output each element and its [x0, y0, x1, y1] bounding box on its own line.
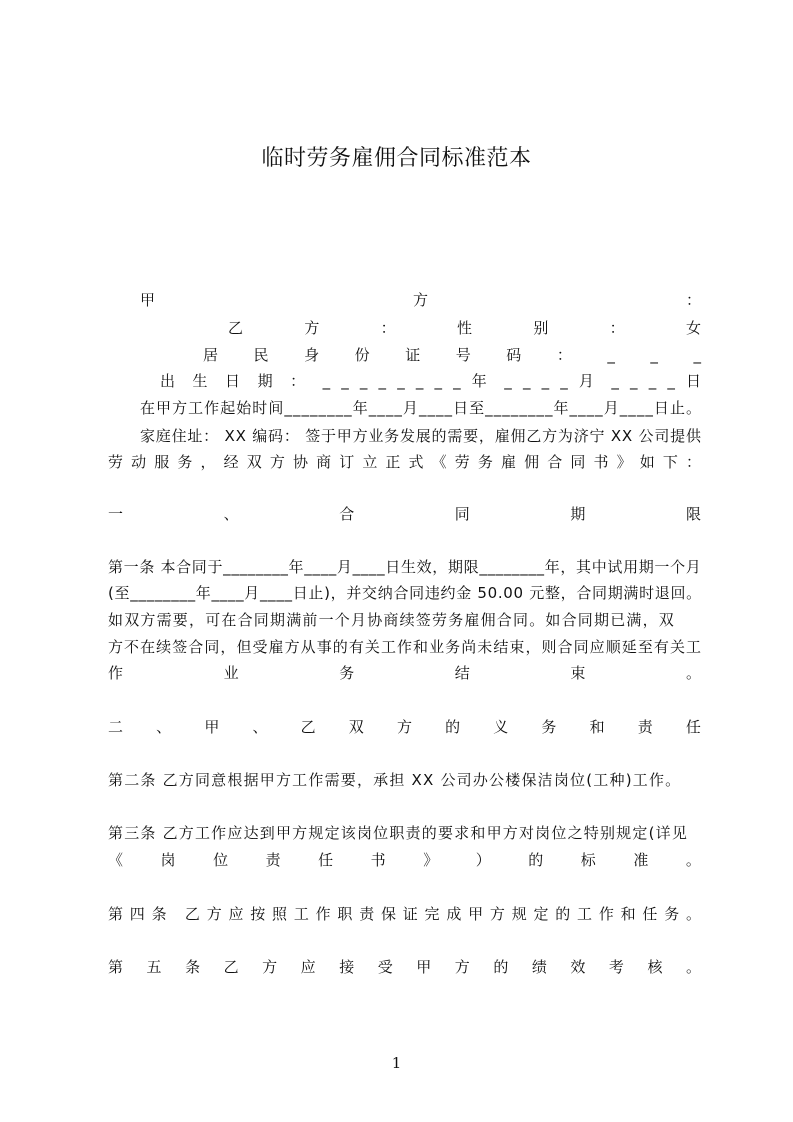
section-2-heading [108, 716, 701, 738]
article-1-last-char: 业 [223, 664, 239, 682]
article-2-text: 第二条 乙方同意根据甲方工作需要，承担 XX 公司办公楼保洁岗位(工种)工作。 [108, 771, 682, 789]
article-3-line-2-char: ） [475, 851, 491, 869]
section-1-heading-char: 、 [223, 505, 239, 523]
section-1-heading-char: 同 [454, 505, 470, 523]
section-1-heading-char: 合 [339, 505, 355, 523]
article-3-text-1: 第三条 乙方工作应达到甲方规定该岗位职责的要求和甲方对岗位之特别规定(详见 [108, 824, 689, 842]
party-b-segment: ： [380, 319, 396, 337]
article-1-last-char: 结 [454, 664, 470, 682]
id-number-segment: ： [556, 346, 572, 364]
article-1-last-char: 务 [339, 664, 355, 682]
article-5-char: 方 [454, 958, 470, 976]
article-1-line-3 [108, 609, 701, 631]
start-date-text: 在甲方工作起始时间________年____月____日至________年____月____日止。 [140, 399, 703, 417]
address-text: 家庭住址： XX 编码： 签于甲方业务发展的需要，雇佣乙方为济宁 XX 公司提供 [140, 427, 702, 445]
article-5-char: 绩 [531, 958, 547, 976]
article-1-last-char: 。 [685, 664, 701, 682]
party-a-fang: 方 [412, 291, 428, 309]
page-title: 临时劳务雇佣合同标准范本 [261, 146, 532, 171]
article-5-char: 甲 [416, 958, 432, 976]
section-2-heading-char: 的 [445, 718, 461, 736]
party-b-segment: 方 [304, 319, 320, 337]
party-b-segment: 性 [456, 319, 472, 337]
id-number-segment: _ [650, 346, 658, 364]
article-3-line-2-char: 标 [580, 851, 596, 869]
id-number-segment: 身 [304, 346, 320, 364]
article-3-line-2-char: 准 [633, 851, 649, 869]
id-number-segment: 证 [405, 346, 421, 364]
article-5-char: 方 [262, 958, 278, 976]
article-1-text-3: 如双方需要，可在合同期满前一个月协商续签劳务雇佣合同。如合同期已满，双 [108, 611, 676, 629]
page-number: 1 [391, 1054, 402, 1072]
article-3-line-2-char: 《 [108, 851, 124, 869]
article-3-line-2-char: 的 [528, 851, 544, 869]
article-5-char: 五 [146, 958, 162, 976]
article-3-line-2-char: 位 [213, 851, 229, 869]
id-number-line [203, 344, 701, 366]
article-5-char: 的 [493, 958, 509, 976]
article-5-char: 效 [570, 958, 586, 976]
id-number-segment: 码 [506, 346, 522, 364]
service-text: 劳动服务，经双方协商订立正式《劳务雇佣合同书》如下： [108, 453, 701, 471]
article-5-char: 乙 [223, 958, 239, 976]
section-1-heading-char: 限 [685, 505, 701, 523]
article-3-line-2-char: 书 [370, 851, 386, 869]
section-2-heading-char: 任 [685, 718, 701, 736]
article-5-char: 应 [300, 958, 316, 976]
article-3-line-2-char: 。 [685, 851, 701, 869]
article-1-last-char: 作 [108, 664, 124, 682]
section-1-heading-char: 期 [570, 505, 586, 523]
section-1-heading-char: 一 [108, 505, 124, 523]
article-5-char: 核 [647, 958, 663, 976]
section-2-heading-char: 双 [348, 718, 364, 736]
section-2-heading-char: 义 [493, 718, 509, 736]
party-a-label: 甲 [140, 291, 156, 309]
section-2-heading-char: 、 [156, 718, 172, 736]
article-1-line-2 [108, 582, 701, 604]
section-2-heading-char: 二 [108, 718, 124, 736]
article-5-char: 受 [377, 958, 393, 976]
article-5-char: 条 [185, 958, 201, 976]
article-5-char: 接 [339, 958, 355, 976]
party-a-line [140, 289, 701, 311]
article-3-line-2-char: 责 [265, 851, 281, 869]
party-a-colon: ： [685, 291, 701, 309]
party-b-segment: 别 [533, 319, 549, 337]
article-5-line [108, 956, 701, 978]
article-1-line-1 [108, 556, 701, 578]
section-2-heading-char: 和 [589, 718, 605, 736]
section-2-heading-char: 务 [541, 718, 557, 736]
article-1-text-1: 第一条 本合同于________年____月____日生效，期限________年，其中试用期一个月 [108, 558, 702, 576]
section-2-heading-char: 甲 [204, 718, 220, 736]
article-4-line [108, 903, 701, 925]
article-1-text-4: 方不在续签合同，但受雇方从事的有关工作和业务尚未结束，则合同应顺延至有关工 [108, 638, 703, 656]
section-2-heading-char: 方 [396, 718, 412, 736]
article-3-line-2-char: 》 [423, 851, 439, 869]
article-3-line-2-char: 任 [318, 851, 334, 869]
article-2-line [108, 769, 701, 791]
id-number-segment: _ [693, 346, 701, 364]
birth-date-text: 出 生 日 期 ： _ _ _ _ _ _ _ _ 年 _ _ _ _ 月 _ _ _ _ 日 [160, 372, 701, 390]
id-number-segment: _ [607, 346, 615, 364]
birth-date-line [160, 370, 701, 392]
address-line [140, 425, 701, 447]
article-3-line-1 [108, 822, 701, 844]
article-5-char: 。 [685, 958, 701, 976]
article-1-text-2: (至________年____月____日止)，并交纳合同违约金 50.00 元整，合同期满时退回。 [108, 584, 702, 602]
section-2-heading-char: 责 [637, 718, 653, 736]
id-number-segment: 号 [455, 346, 471, 364]
party-b-segment: 女 [685, 319, 701, 337]
party-b-segment: 乙 [228, 319, 244, 337]
article-5-char: 第 [108, 958, 124, 976]
article-3-line-2-char: 岗 [160, 851, 176, 869]
id-number-segment: 份 [354, 346, 370, 364]
party-b-line [228, 317, 701, 339]
id-number-segment: 居 [203, 346, 219, 364]
section-1-heading [108, 503, 701, 525]
article-1-line-5 [108, 662, 701, 684]
service-line [108, 451, 701, 473]
party-b-segment: ： [609, 319, 625, 337]
section-2-heading-char: 乙 [300, 718, 316, 736]
article-1-line-4 [108, 636, 701, 658]
id-number-segment: 民 [253, 346, 269, 364]
start-date-line [140, 397, 701, 419]
section-2-heading-char: 、 [252, 718, 268, 736]
article-5-char: 考 [608, 958, 624, 976]
article-4-text: 第四条 乙方应按照工作职责保证完成甲方规定的工作和任务。 [108, 905, 701, 923]
article-1-last-char: 束 [570, 664, 586, 682]
article-3-line-2 [108, 849, 701, 871]
